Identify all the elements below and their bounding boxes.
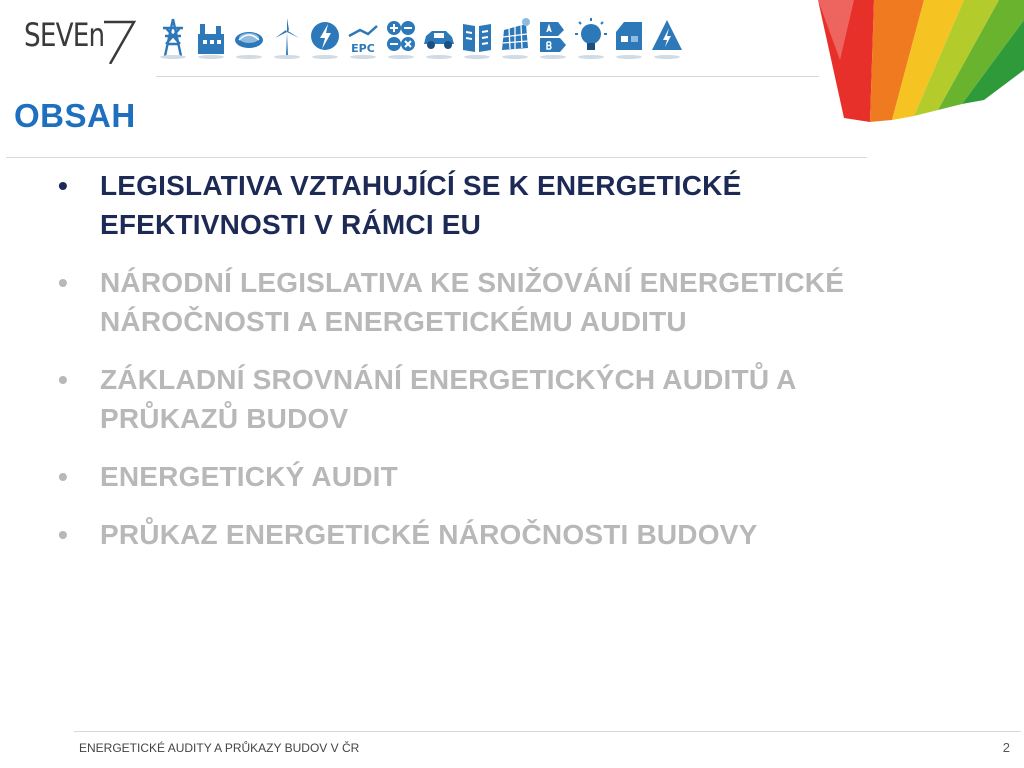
solar-panel-icon: [498, 16, 532, 60]
calculator-icon: [384, 16, 418, 60]
bullet: •: [58, 170, 69, 201]
seven-logo: [24, 12, 136, 64]
car-icon: [422, 16, 456, 60]
agenda-item-text: ENERGETICKÝ AUDIT: [100, 461, 398, 492]
header-divider: [156, 76, 819, 77]
page-number: 2: [1002, 740, 1010, 755]
epc-icon: [346, 16, 380, 60]
agenda-item-eu-legislation: [58, 166, 898, 244]
agenda-item-text: ZÁKLADNÍ SROVNÁNÍ ENERGETICKÝCH AUDITŮ A PRŮKAZŮ BUDOV: [100, 364, 796, 434]
light-bulb-icon: [574, 16, 608, 60]
bullet: •: [58, 267, 69, 298]
agenda-item-energy-audit: [58, 457, 898, 496]
agenda-list: [58, 166, 898, 573]
bullet: •: [58, 519, 69, 550]
rainbow-ribbon-graphic: [814, 0, 1024, 128]
logo-seven-slash: [100, 14, 136, 64]
agenda-item-text: NÁRODNÍ LEGISLATIVA KE SNIŽOVÁNÍ ENERGETICKÉ NÁROČNOSTI A ENERGETICKÉMU AUDITU: [100, 267, 845, 337]
wind-turbine-icon: [270, 16, 304, 60]
agenda-item-text: LEGISLATIVA VZTAHUJÍCÍ SE K ENERGETICKÉ EFEKTIVNOSTI V RÁMCI EU: [100, 170, 742, 240]
hazard-icon: [650, 16, 684, 60]
factory-icon: [194, 16, 228, 60]
epc-label: EPC: [351, 42, 375, 55]
agenda-item-audit-comparison: [58, 360, 898, 438]
slide-title: OBSAH: [14, 97, 136, 134]
bullet: •: [58, 461, 69, 492]
building-icon: [612, 16, 646, 60]
logo-text: SEVEn: [24, 16, 105, 54]
heating-pipe-icon: [232, 16, 266, 60]
power-pylon-icon: [156, 16, 190, 60]
energy-bolt-icon: [308, 16, 342, 60]
header-icon-bar: [156, 16, 684, 66]
title-divider: [6, 157, 867, 158]
footer-divider: [74, 731, 1021, 732]
bullet: •: [58, 364, 69, 395]
energy-label-icon: [536, 16, 570, 60]
agenda-item-energy-certificate: [58, 515, 898, 554]
agenda-item-national-legislation: [58, 263, 898, 341]
agenda-item-text: PRŮKAZ ENERGETICKÉ NÁROČNOSTI BUDOVY: [100, 519, 758, 550]
footer-title: ENERGETICKÉ AUDITY A PRŮKAZY BUDOV V ČR: [79, 741, 360, 755]
document-icon: [460, 16, 494, 60]
